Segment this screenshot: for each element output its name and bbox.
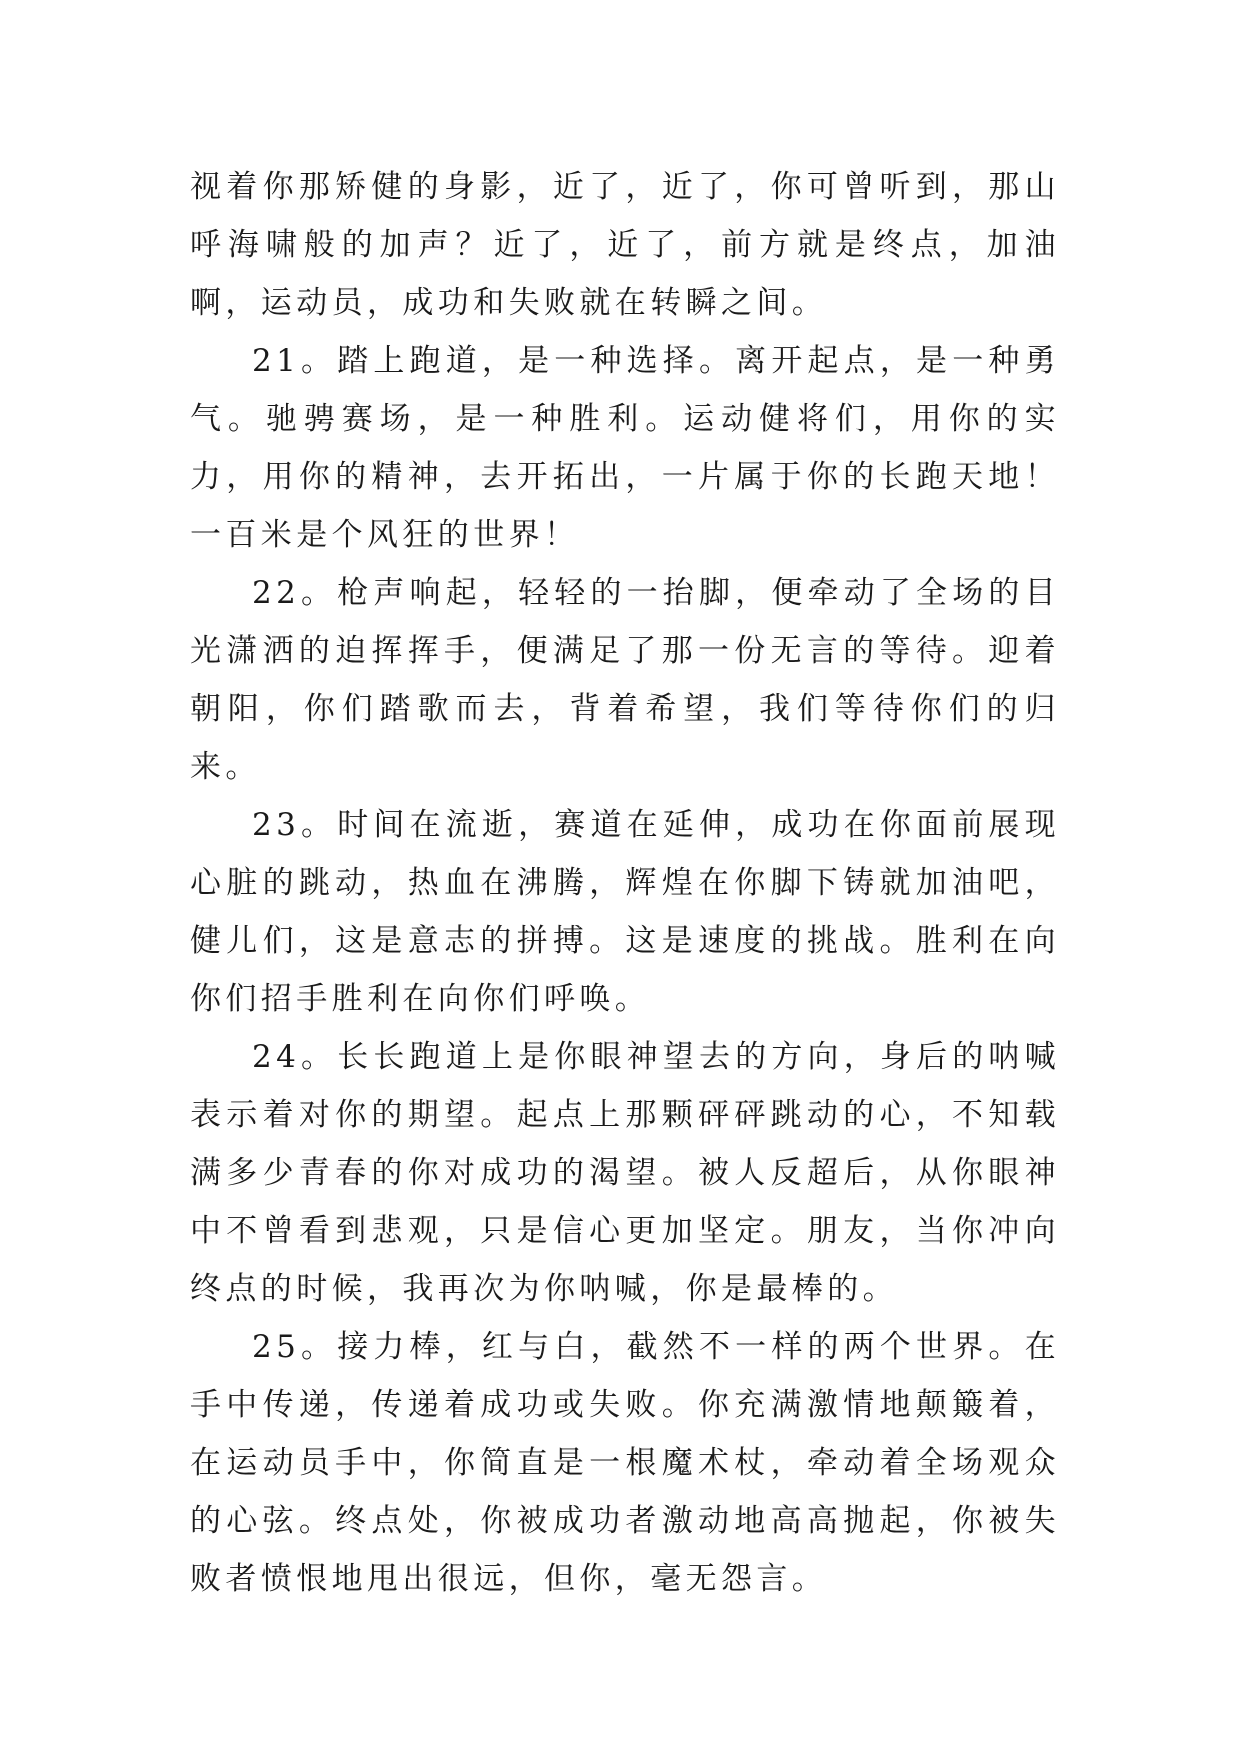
- paragraph-24: 24。长长跑道上是你眼神望去的方向，身后的呐喊表示着对你的期望。起点上那颗砰砰跳动的心，不知载满多少青春的你对成功的渴望。被人反超后，从你眼神中不曾看到悲观，只是信心更加坚定。朋友，当你冲向终点的时候，我再次为你呐喊，你是最棒的。: [190, 1039, 1060, 1307]
- document-body: [190, 158, 1060, 1608]
- paragraph-22: 22。枪声响起，轻轻的一抬脚，便牵动了全场的目光潇洒的迫挥挥手，便满足了那一份无言的等待。迎着朝阳，你们踏歌而去，背着希望，我们等待你们的归来。: [190, 575, 1060, 785]
- paragraph-23: 23。时间在流逝，赛道在延伸，成功在你面前展现心脏的跳动，热血在沸腾，辉煌在你脚下铸就加油吧，健儿们，这是意志的拼搏。这是速度的挑战。胜利在向你们招手胜利在向你们呼唤。: [190, 807, 1060, 1017]
- paragraph-25: 25。接力棒，红与白，截然不一样的两个世界。在手中传递，传递着成功或失败。你充满激情地颠簸着，在运动员手中，你简直是一根魔术杖，牵动着全场观众的心弦。终点处，你被成功者激动地高高抛起，你被失败者愤恨地甩出很远，但你，毫无怨言。: [190, 1329, 1060, 1597]
- paragraph-continued: 视着你那矫健的身影，近了，近了，你可曾听到，那山呼海啸般的加声？近了，近了，前方就是终点，加油啊，运动员，成功和失败就在转瞬之间。: [190, 169, 1060, 321]
- paragraph-21: 21。踏上跑道，是一种选择。离开起点，是一种勇气。驰骋赛场，是一种胜利。运动健将们，用你的实力，用你的精神，去开拓出，一片属于你的长跑天地！一百米是个风狂的世界！: [190, 343, 1060, 553]
